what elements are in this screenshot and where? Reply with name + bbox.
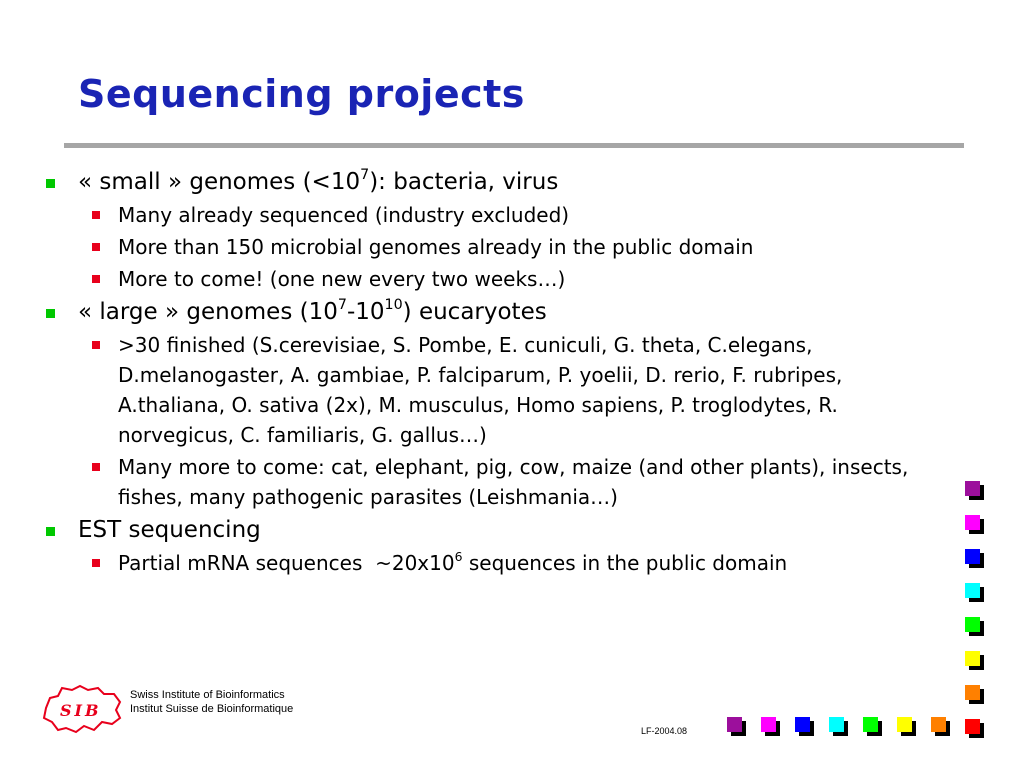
sub-bullet [118,548,948,578]
decorative-square [965,719,984,738]
decorative-square [727,717,746,736]
decorative-square [795,717,814,736]
decorative-square [965,583,984,602]
decorative-square [965,515,984,534]
decorative-square [965,481,984,500]
decorative-square [965,685,984,704]
sub-bullet [118,232,948,262]
decorative-square [761,717,780,736]
title-divider [64,143,964,148]
sub-bullet [118,264,948,294]
slide-title: Sequencing projects [78,72,525,116]
bullet-text: EST sequencing [78,517,261,543]
logo-text: SIB [60,701,102,720]
green-square-bullet-icon [46,309,55,318]
sub-bullet-text: Many already sequenced (industry excluded) [118,203,570,227]
sub-bullet-text: >30 finished (S.cerevisiae, S. Pombe, E. cuniculi, G. theta, C.elegans, D.melanogaster, A. gambiae, P. falciparum, P. yoelii, D. rerio, F. rubripes, A.thaliana, O. sativa (2x), M. musculus, Homo sapiens, P. troglodytes, R. norvegicus, C. familiaris, G. gallus…) [118,333,843,447]
decorative-square [931,717,950,736]
red-square-bullet-icon [92,275,100,283]
sub-bullet-text: Many more to come: cat, elephant, pig, cow, maize (and other plants), insects, fishes, many pathogenic parasites (Leishmania…) [118,455,909,509]
sub-bullet-text: Partial mRNA sequences $\sim 20x10^6$ sequences in the public domain [118,549,788,575]
bullet-text: « large » genomes $(10^7-10^{10})$ eucaryotes [78,296,547,325]
sub-bullet-text: More to come! (one new every two weeks…) [118,267,566,291]
bullet-text: « small » genomes $(<10^7)$: bacteria, virus [78,166,559,195]
sib-logo-icon [40,680,124,736]
sub-bullet-text: More than 150 microbial genomes already in the public domain [118,235,754,259]
institution-name [130,688,293,716]
bullet-est-sequencing [46,515,946,546]
decorative-square [965,549,984,568]
bullet-large-genomes [46,297,946,328]
decorative-square [897,717,916,736]
green-square-bullet-icon [46,179,55,188]
bullet-small-genomes [46,167,946,198]
institution-name-fr: Institut Suisse de Bioinformatique [130,703,294,715]
red-square-bullet-icon [92,559,100,567]
red-square-bullet-icon [92,243,100,251]
red-square-bullet-icon [92,463,100,471]
decorative-square [965,651,984,670]
red-square-bullet-icon [92,341,100,349]
sub-bullet [118,200,948,230]
red-square-bullet-icon [92,211,100,219]
sub-bullet [118,330,948,450]
green-square-bullet-icon [46,527,55,536]
decorative-square [965,617,984,636]
slide-code: LF-2004.08 [641,726,688,736]
institution-name-en: Swiss Institute of Bioinformatics [130,689,285,701]
sub-bullet [118,452,948,512]
decorative-square [829,717,848,736]
slide-body [46,164,946,578]
decorative-square [863,717,882,736]
